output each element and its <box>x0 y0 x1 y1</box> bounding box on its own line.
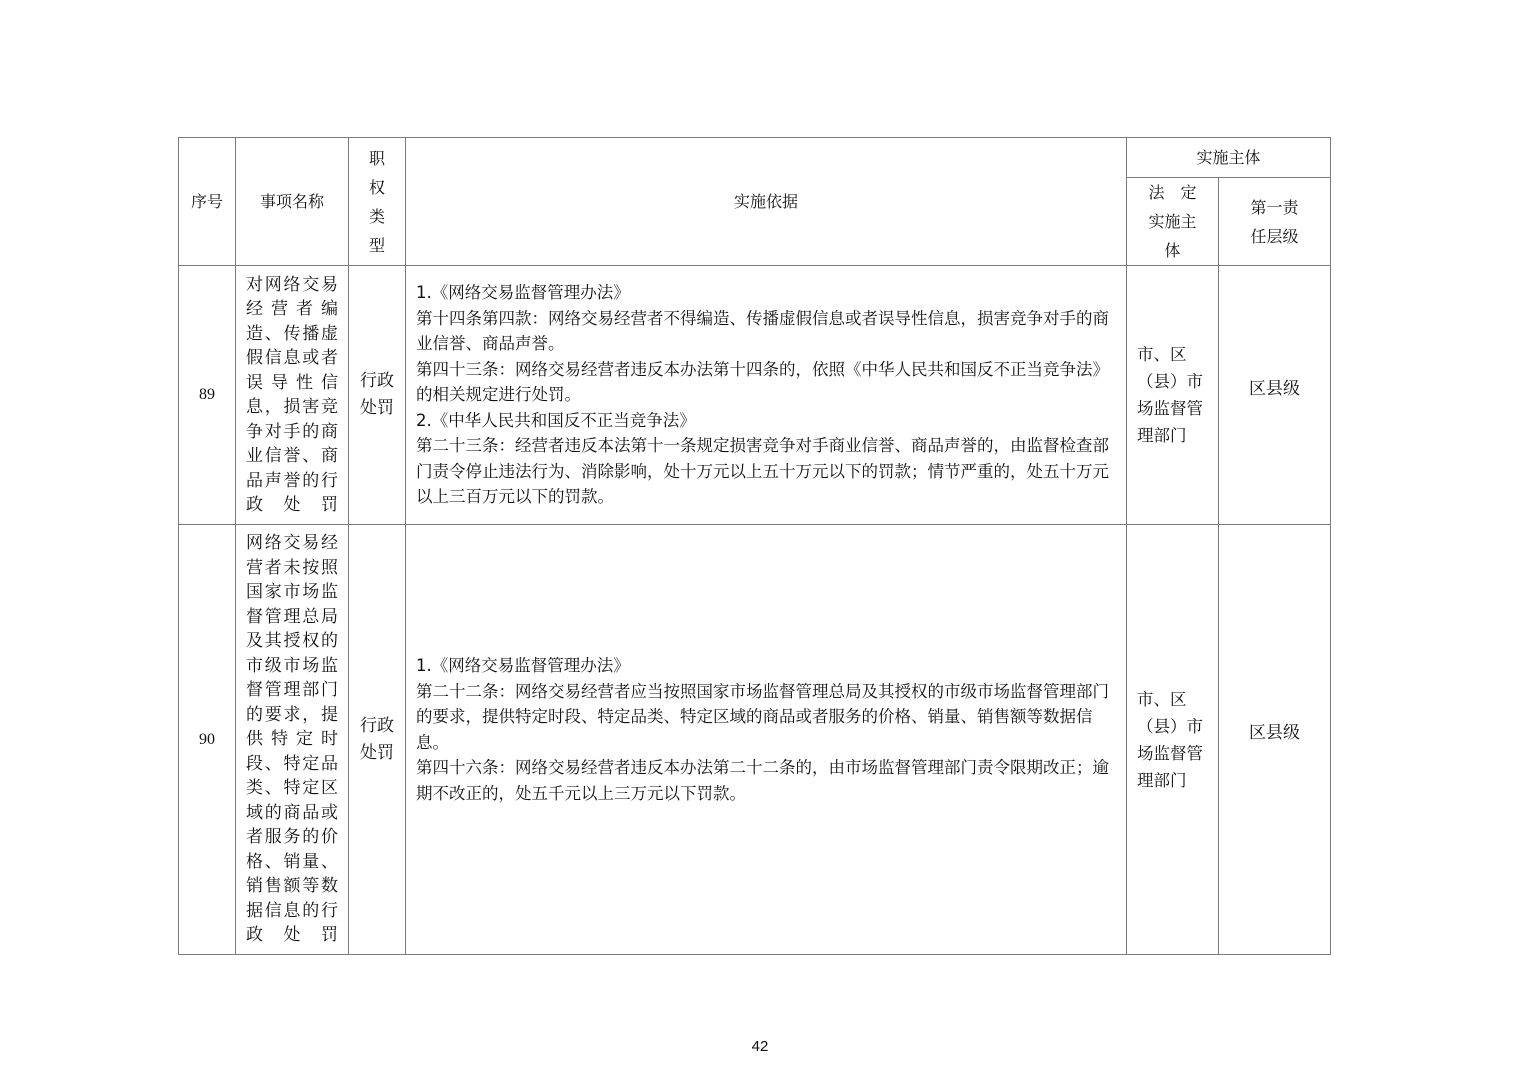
row-power-type: 行政处罚 <box>349 266 406 525</box>
header-subject-group: 实施主体 <box>1127 138 1331 178</box>
header-basis: 实施依据 <box>406 138 1127 266</box>
table-row <box>179 266 1331 525</box>
row-power-type: 行政处罚 <box>349 525 406 955</box>
row-first-level <box>1219 525 1331 955</box>
header-legal-subject: 法 定实施主体 <box>1127 178 1219 266</box>
header-seq: 序号 <box>179 138 236 266</box>
page-number: 42 <box>751 1038 769 1055</box>
row-legal-subject: 市、区（县）市场监督管理部门 <box>1127 525 1219 955</box>
row-first-level <box>1219 266 1331 525</box>
table-row <box>179 525 1331 955</box>
basis-line: 第二十二条：网络交易经营者应当按照国家市场监督管理总局及其授权的市级市场监督管理部门的要求，提供特定时段、特定品类、特定区域的商品或者服务的价格、销量、销售额等数据信息。 <box>416 681 1109 752</box>
row-item-name: 对网络交易经营者编造、传播虚假信息或者误导性信息，损害竞争对手的商业信誉、商品声誉的行政处罚 <box>236 266 349 525</box>
row-first-level-text: 区县级 <box>1249 378 1300 399</box>
basis-line: 第二十三条：经营者违反本法第十一条规定损害竞争对手商业信誉、商品声誉的，由监督检查部门责令停止违法行为、消除影响，处十万元以上五十万元以下的罚款；情节严重的，处五十万元以上三百万元以下的罚款。 <box>416 436 1109 507</box>
row-legal-subject: 市、区（县）市场监督管理部门 <box>1127 266 1219 525</box>
header-item-name: 事项名称 <box>236 138 349 266</box>
power-list-table <box>178 137 1331 955</box>
row-first-level-text: 区县级 <box>1249 723 1300 743</box>
row-seq: 89 <box>179 266 236 525</box>
basis-line: 第十四条第四款：网络交易经营者不得编造、传播虚假信息或者误导性信息，损害竞争对手的商业信誉、商品声誉。 <box>416 308 1109 354</box>
basis-line: 1.《网络交易监督管理办法》 <box>416 656 630 675</box>
basis-line: 1.《网络交易监督管理办法》 <box>416 283 630 303</box>
header-first-level: 第一责任层级 <box>1219 178 1331 266</box>
basis-line: 2.《中华人民共和国反不正当竞争法》 <box>416 410 696 430</box>
row-basis <box>406 266 1127 525</box>
header-power-type: 职权类型 <box>349 138 406 266</box>
row-seq: 90 <box>179 525 236 955</box>
row-item-name: 网络交易经营者未按照国家市场监督管理总局及其授权的市级市场监督管理部门的要求，提供特定时段、特定品类、特定区域的商品或者服务的价格、销量、销售额等数据信息的行政处罚 <box>236 525 349 955</box>
row-basis <box>406 525 1127 955</box>
basis-line: 第四十六条：网络交易经营者违反本办法第二十二条的，由市场监督管理部门责令限期改正；逾期不改正的，处五千元以上三万元以下罚款。 <box>416 758 1109 803</box>
basis-line: 第四十三条：网络交易经营者违反本办法第十四条的，依照《中华人民共和国反不正当竞争法》的相关规定进行处罚。 <box>416 359 1109 405</box>
